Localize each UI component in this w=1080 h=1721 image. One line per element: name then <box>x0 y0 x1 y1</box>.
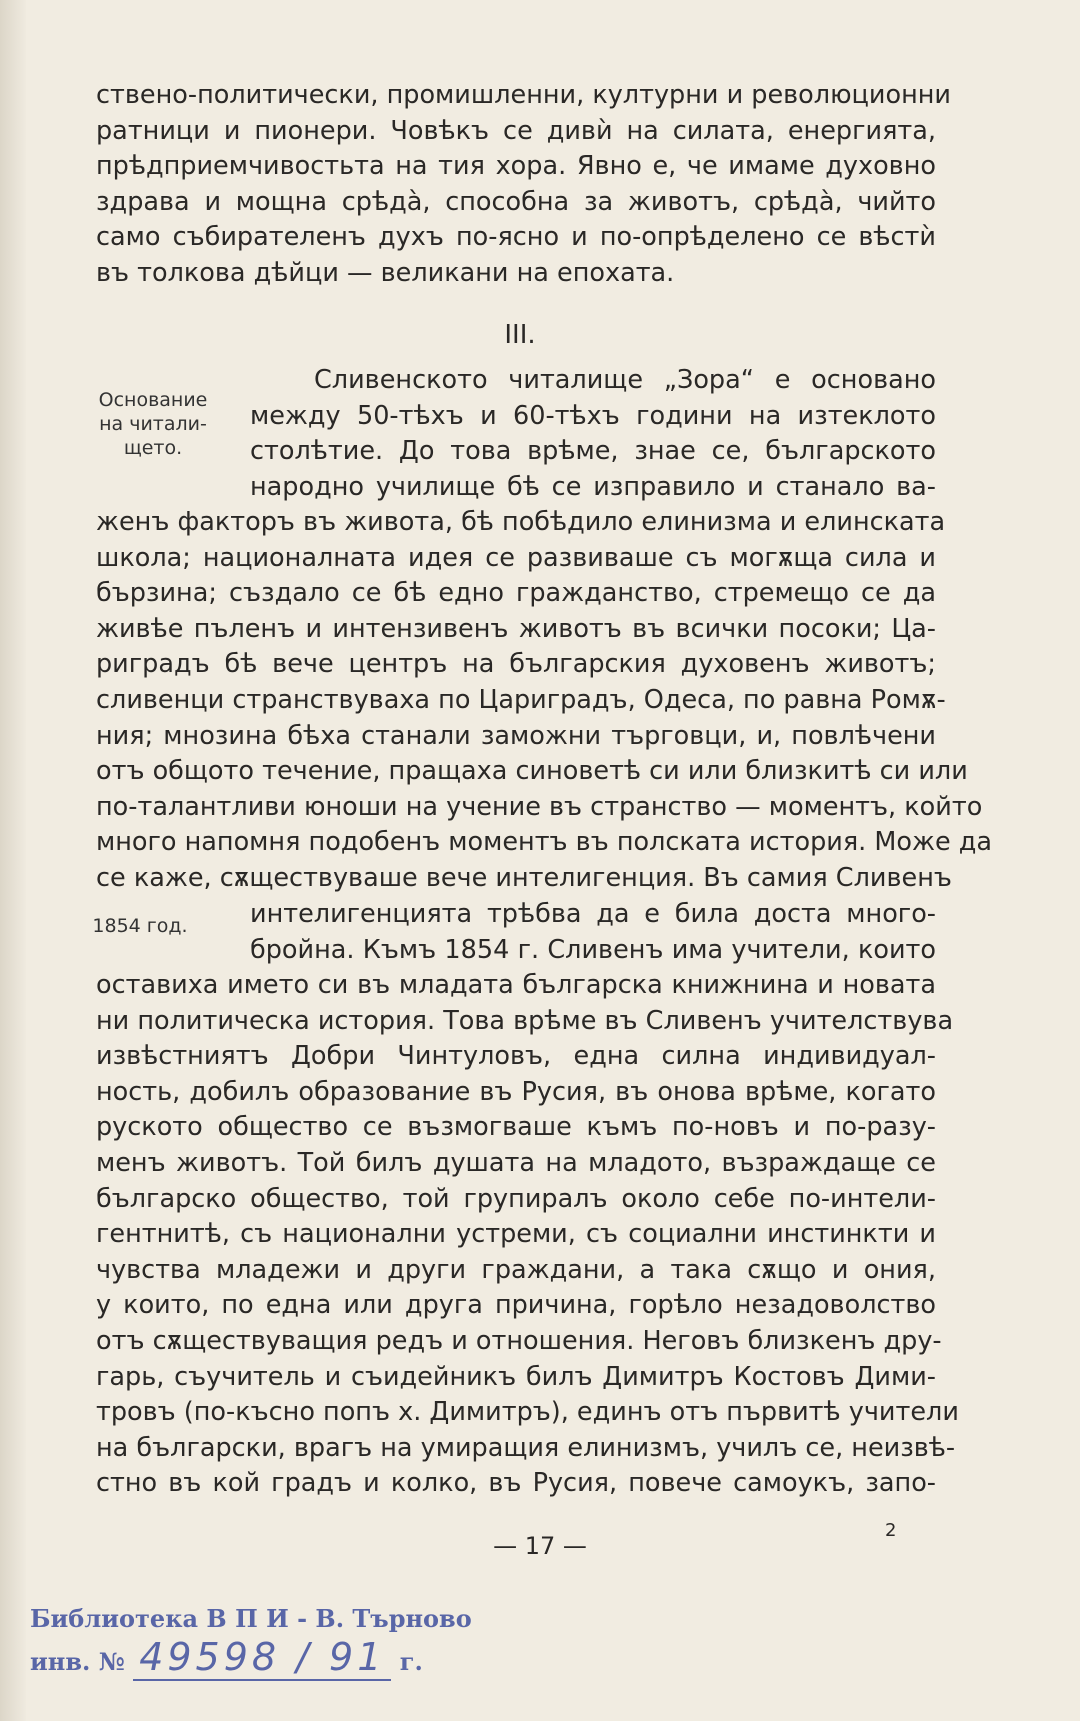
page-number: — 17 — <box>493 1532 587 1560</box>
margin-note-line: на читали- <box>99 413 207 435</box>
text-line: менъ животъ. Той билъ душата на младото, възраждаще се <box>96 1147 936 1178</box>
text-line: отъ общото течение, пращаха синоветѣ си или близкитѣ си или <box>96 756 968 787</box>
text-line: извѣстниятъ Добри Чинтуловъ, една силна индивидуал- <box>96 1041 936 1072</box>
text-line: оставиха името си въ младата българска книжнина и новата <box>96 970 936 1000</box>
text-line: чувства младежи и други граждани, а така сѫщо и ония, <box>96 1254 936 1285</box>
text-line: риградъ бѣ вече центръ на българския духовенъ животъ; <box>96 649 936 680</box>
library-stamp <box>30 1600 472 1681</box>
text-line: ность, добилъ образование въ Русия, въ онова врѣме, когато <box>96 1076 936 1107</box>
text-line: ния; мнозина бѣха станали заможни търговци, и, повлѣчени <box>96 720 936 751</box>
margin-note-line: щето. <box>123 437 183 459</box>
text-line: бройна. Къмъ 1854 г. Сливенъ има учители, които <box>250 934 936 965</box>
text-line: тровъ (по-късно попъ х. Димитръ), единъ отъ първитѣ учители <box>96 1397 959 1428</box>
top-paragraph <box>96 78 951 292</box>
text-line: живѣе пъленъ и интензивенъ животъ въ всички посоки; Ца- <box>96 613 936 644</box>
indented-paragraph-a <box>250 363 936 505</box>
text-line: ратници и пионери. Човѣкъ се дивѝ на силата, енергията, <box>96 115 936 146</box>
text-line: Сливенското читалище „Зора“ е основано <box>314 365 936 395</box>
text-line: стно въ кой градъ и колко, въ Русия, повече самоукъ, запо- <box>96 1468 936 1499</box>
page-binding-edge <box>0 0 26 1721</box>
text-line: сливенци странствуваха по Цариградъ, Одеса, по равна Ромѫ- <box>96 684 946 715</box>
text-line: гарь, съучитель и съидейникъ билъ Димитръ Костовъ Дими- <box>96 1361 936 1392</box>
text-line: гентнитѣ, съ национални устреми, съ социални инстинкти и <box>96 1219 936 1250</box>
text-line: се каже, сѫществуваше вече интелигенция. Въ самия Сливенъ <box>96 862 952 893</box>
stamp-inventory-line <box>30 1635 472 1681</box>
text-line: школа; националната идея се развиваше съ могѫща сила и <box>96 542 936 573</box>
text-line: бързина; създало се бѣ едно гражданство, стремещо се да <box>96 578 936 609</box>
stamp-inventory-label: инв. № <box>30 1647 125 1676</box>
margin-note-line: Основание <box>98 389 208 411</box>
text-line: женъ факторъ въ живота, бѣ побѣдило елинизма и елинската <box>96 507 946 537</box>
signature-mark: 2 <box>885 1520 897 1541</box>
text-line: отъ сѫществуващия редъ и отношения. Неговъ близкенъ дру- <box>96 1325 942 1356</box>
main-paragraph-b <box>96 968 959 1502</box>
text-line: между 50-тѣхъ и 60-тѣхъ години на изтеклото <box>250 400 936 431</box>
indented-paragraph-b <box>250 897 936 968</box>
text-line: прѣдприемчивостьта на тия хора. Явно е, че имаме духовно <box>96 151 936 182</box>
margin-note-founding <box>88 388 218 460</box>
stamp-year-suffix: г. <box>399 1647 423 1676</box>
main-paragraph-a <box>96 505 993 897</box>
margin-note-year: 1854 год. <box>92 915 188 937</box>
text-line: на български, врагъ на умиращия елинизмъ, училъ се, неизвѣ- <box>96 1432 956 1463</box>
text-line: българско общество, той групиралъ около себе по-интели- <box>96 1183 936 1214</box>
stamp-library-name: Библиотека В П И - В. Търново <box>30 1604 472 1633</box>
text-line: здрава и мощна срѣдà, способна за животъ, срѣдà, чийто <box>96 186 936 217</box>
text-line: народно училище бѣ се изправило и станало ва- <box>250 471 936 502</box>
text-line: само събирателенъ духъ по-ясно и по-опрѣделено се вѣстѝ <box>96 222 936 253</box>
text-line: интелигенцията трѣбва да е била доста много- <box>250 899 936 929</box>
stamp-inventory-number: 49598 / 91 <box>133 1635 391 1681</box>
text-line: столѣтие. До това врѣме, знае се, българското <box>250 436 936 467</box>
text-line: по-талантливи юноши на учение въ странство — моментъ, който <box>96 791 983 822</box>
text-line: въ толкова дѣйци — великани на епохата. <box>96 257 675 288</box>
text-line: много напомня подобенъ моментъ въ полската история. Може да <box>96 827 993 858</box>
text-line: ни политическа история. Това врѣме въ Сливенъ учителствува <box>96 1005 954 1036</box>
text-line: руското общество се възмогваше къмъ по-новъ и по-разу- <box>96 1112 936 1143</box>
text-line: ствено-политически, промишленни, културни и революционни <box>96 80 951 110</box>
section-number: III. <box>504 320 536 350</box>
text-line: у които, по една или друга причина, горѣло незадоволство <box>96 1290 936 1321</box>
